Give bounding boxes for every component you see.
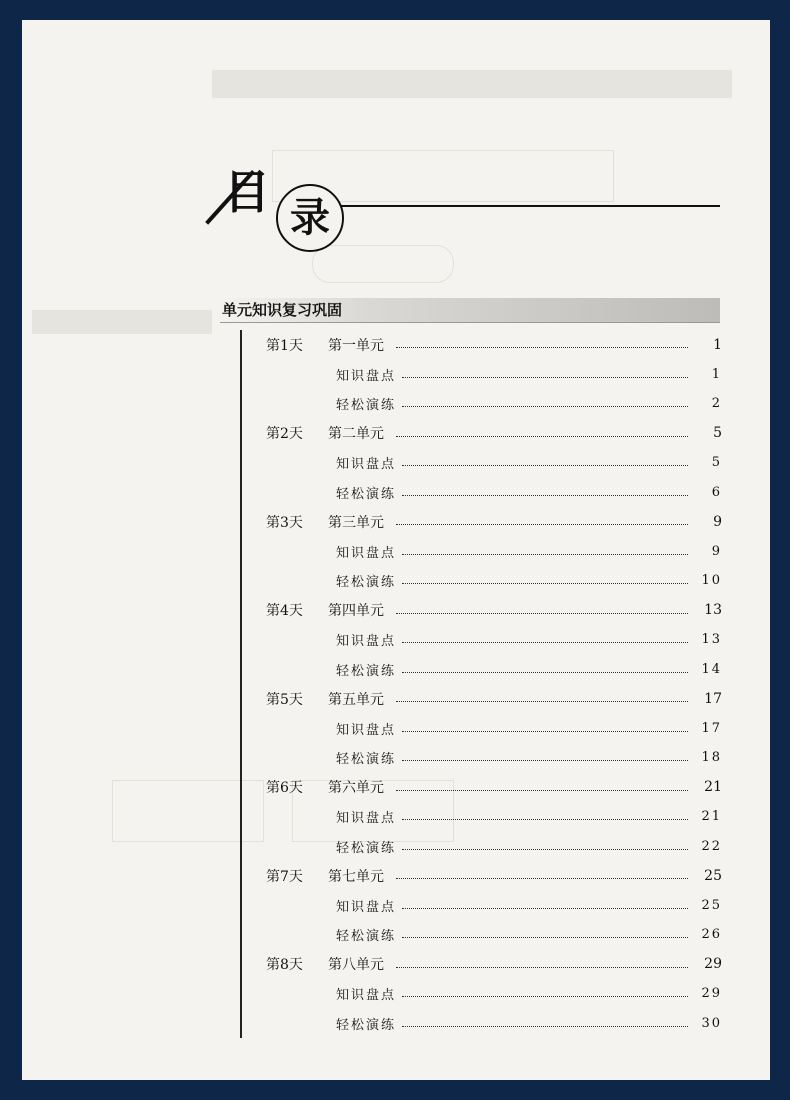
- dot-leader: [402, 731, 688, 732]
- day-label: 第4天: [266, 603, 303, 620]
- toc-subentry[interactable]: [244, 360, 722, 390]
- day-label: 第6天: [266, 780, 303, 797]
- toc-list: [244, 330, 722, 1038]
- dot-leader: [402, 760, 688, 761]
- subentry-label: 知识盘点: [336, 988, 397, 1004]
- page-number: 13: [701, 632, 722, 648]
- subentry-label: 知识盘点: [336, 634, 397, 650]
- toc-subentry[interactable]: [244, 743, 722, 773]
- toc-title-first-char: 目: [224, 165, 270, 219]
- subentry-label: 知识盘点: [336, 722, 397, 738]
- page-number: 1: [713, 336, 722, 353]
- subentry-label: 知识盘点: [336, 811, 397, 827]
- toc-entry-day-8[interactable]: [244, 950, 722, 980]
- day-label: 第5天: [266, 691, 303, 708]
- toc-title-second-char: 录: [290, 195, 330, 241]
- page-number: 14: [701, 661, 722, 677]
- bleed-through-band: [212, 70, 732, 98]
- title-circle: [276, 184, 344, 252]
- page-number: 9: [711, 543, 722, 559]
- subentry-label: 轻松演练: [336, 486, 397, 502]
- page-number: 5: [711, 455, 722, 471]
- toc-vertical-rule: [240, 330, 242, 1038]
- dot-leader: [396, 436, 688, 437]
- dot-leader: [402, 377, 688, 378]
- page-number: 5: [713, 425, 722, 442]
- toc-entry-day-1[interactable]: [244, 330, 722, 360]
- dot-leader: [402, 583, 688, 584]
- dot-leader: [402, 1026, 688, 1027]
- dot-leader: [402, 554, 688, 555]
- subentry-label: 轻松演练: [336, 840, 397, 856]
- page-number: 26: [701, 927, 722, 943]
- dot-leader: [402, 908, 688, 909]
- page-number: 21: [704, 779, 722, 796]
- day-label: 第3天: [266, 514, 303, 531]
- dot-leader: [396, 524, 688, 525]
- page-number: 25: [704, 867, 722, 884]
- toc-subentry[interactable]: [244, 714, 722, 744]
- toc-subentry[interactable]: [244, 920, 722, 950]
- page-number: 10: [701, 573, 722, 589]
- unit-label: 第六单元: [328, 780, 384, 797]
- toc-subentry[interactable]: [244, 478, 722, 508]
- toc-subentry[interactable]: [244, 625, 722, 655]
- day-label: 第7天: [266, 868, 303, 885]
- dot-leader: [396, 613, 688, 614]
- unit-label: 第七单元: [328, 868, 384, 885]
- toc-subentry[interactable]: [244, 832, 722, 862]
- page-number: 1: [711, 366, 722, 382]
- toc-subentry[interactable]: [244, 566, 722, 596]
- toc-subentry[interactable]: [244, 655, 722, 685]
- page-number: 21: [701, 809, 722, 825]
- dot-leader: [402, 642, 688, 643]
- dot-leader: [402, 849, 688, 850]
- toc-entry-day-2[interactable]: [244, 419, 722, 449]
- page-number: 29: [704, 956, 722, 973]
- title-rule: [322, 205, 720, 207]
- page-number: 9: [713, 513, 722, 530]
- unit-label: 第二单元: [328, 426, 384, 443]
- toc-entry-day-5[interactable]: [244, 684, 722, 714]
- toc-entry-day-6[interactable]: [244, 773, 722, 803]
- page-number: 30: [701, 1015, 722, 1031]
- subentry-label: 轻松演练: [336, 398, 397, 414]
- subentry-label: 知识盘点: [336, 457, 397, 473]
- subentry-label: 知识盘点: [336, 899, 397, 915]
- unit-label: 第四单元: [328, 603, 384, 620]
- toc-subentry[interactable]: [244, 448, 722, 478]
- subentry-label: 知识盘点: [336, 545, 397, 561]
- page-number: 25: [701, 897, 722, 913]
- dot-leader: [402, 937, 688, 938]
- dot-leader: [396, 347, 688, 348]
- dot-leader: [402, 819, 688, 820]
- unit-label: 第一单元: [328, 337, 384, 354]
- day-label: 第8天: [266, 957, 303, 974]
- page-number: 13: [704, 602, 722, 619]
- subentry-label: 知识盘点: [336, 368, 397, 384]
- toc-subentry[interactable]: [244, 389, 722, 419]
- toc-entry-day-3[interactable]: [244, 507, 722, 537]
- bleed-through-box: [312, 245, 454, 283]
- toc-subentry[interactable]: [244, 979, 722, 1009]
- page-number: 2: [711, 396, 722, 412]
- day-label: 第1天: [266, 337, 303, 354]
- dot-leader: [396, 790, 688, 791]
- toc-entry-day-4[interactable]: [244, 596, 722, 626]
- dot-leader: [402, 465, 688, 466]
- page-number: 17: [704, 690, 722, 707]
- toc-entry-day-7[interactable]: [244, 861, 722, 891]
- subentry-label: 轻松演练: [336, 1017, 397, 1033]
- document-page: [22, 20, 770, 1080]
- page-number: 18: [701, 750, 722, 766]
- unit-label: 第八单元: [328, 957, 384, 974]
- bleed-through-band: [32, 310, 212, 334]
- dot-leader: [402, 996, 688, 997]
- toc-subentry[interactable]: [244, 537, 722, 567]
- dot-leader: [396, 967, 688, 968]
- dot-leader: [402, 672, 688, 673]
- unit-label: 第三单元: [328, 514, 384, 531]
- dot-leader: [402, 406, 688, 407]
- page-number: 22: [701, 838, 722, 854]
- day-label: 第2天: [266, 426, 303, 443]
- subentry-label: 轻松演练: [336, 575, 397, 591]
- subentry-label: 轻松演练: [336, 663, 397, 679]
- toc-subentry[interactable]: [244, 802, 722, 832]
- toc-subentry[interactable]: [244, 891, 722, 921]
- section-title: 单元知识复习巩固: [222, 301, 343, 319]
- page-number: 17: [701, 720, 722, 736]
- dot-leader: [402, 495, 688, 496]
- dot-leader: [396, 878, 688, 879]
- page-number: 29: [701, 986, 722, 1002]
- toc-subentry[interactable]: [244, 1009, 722, 1039]
- unit-label: 第五单元: [328, 691, 384, 708]
- subentry-label: 轻松演练: [336, 752, 397, 768]
- subentry-label: 轻松演练: [336, 929, 397, 945]
- page-number: 6: [711, 484, 722, 500]
- dot-leader: [396, 701, 688, 702]
